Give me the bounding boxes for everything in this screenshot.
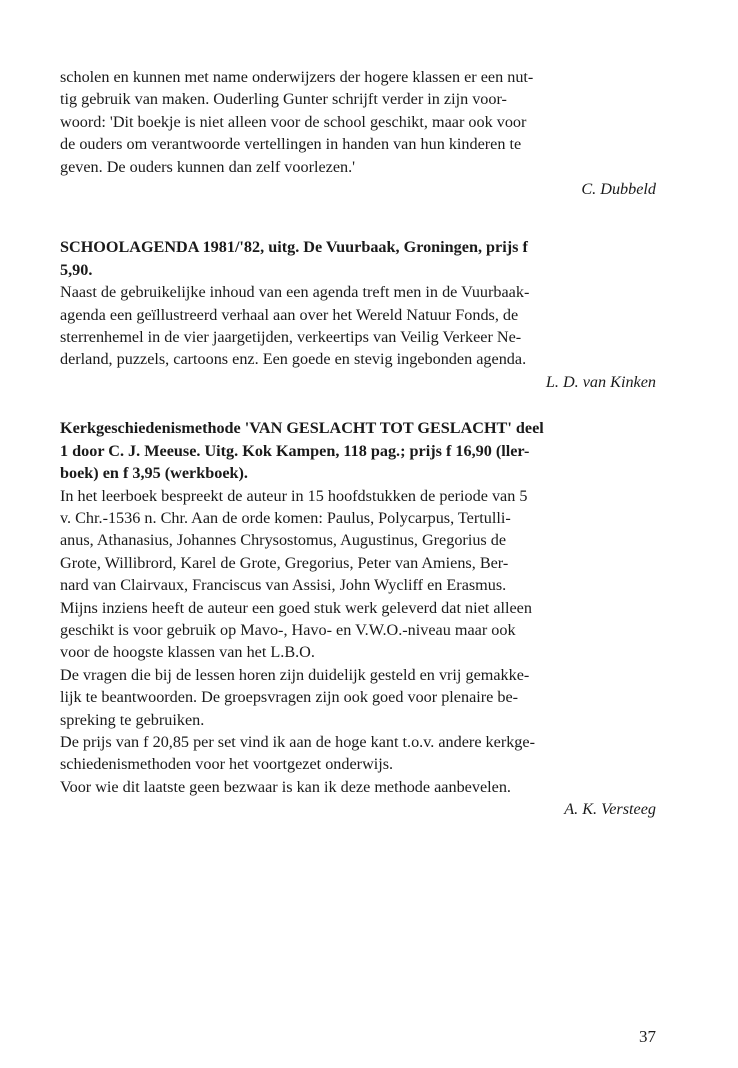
text-line: v. Chr.-1536 n. Chr. Aan de orde komen: Paulus, Polycarpus, Tertulli- bbox=[60, 508, 511, 527]
review-heading-line: 1 door C. J. Meeuse. Uitg. Kok Kampen, 118 pag.; prijs f 16,90 (ller- bbox=[60, 441, 530, 460]
text-line: Grote, Willibrord, Karel de Grote, Gregorius, Peter van Amiens, Ber- bbox=[60, 553, 509, 572]
text-line: Voor wie dit laatste geen bezwaar is kan ik deze methode aanbevelen. bbox=[60, 777, 511, 796]
text-line: de ouders om verantwoorde vertellingen in handen van hun kinderen te bbox=[60, 135, 522, 154]
text-line: voor de hoogste klassen van het L.B.O. bbox=[60, 643, 315, 662]
text-line: De vragen die bij de lessen horen zijn duidelijk gesteld en vrij gemakke- bbox=[60, 665, 530, 684]
review-heading-line: 5,90. bbox=[60, 260, 93, 279]
text-line: tig gebruik van maken. Ouderling Gunter schrijft verder in zijn voor- bbox=[60, 90, 507, 109]
text-line: De prijs van f 20,85 per set vind ik aan de hoge kant t.o.v. andere kerkge- bbox=[60, 732, 535, 751]
text-line: spreking te gebruiken. bbox=[60, 710, 205, 729]
text-line: anus, Athanasius, Johannes Chrysostomus, Augustinus, Gregorius de bbox=[60, 531, 507, 550]
text-line: derland, puzzels, cartoons enz. Een goede en stevig ingebonden agenda. bbox=[60, 350, 527, 369]
intro-section bbox=[60, 66, 656, 200]
page-number: 37 bbox=[639, 1027, 656, 1046]
text-line: geschikt is voor gebruik op Mavo-, Havo- en V.W.O.-niveau maar ook bbox=[60, 620, 516, 639]
review-schoolagenda bbox=[60, 236, 656, 393]
text-line: lijk te beantwoorden. De groepsvragen zijn ook goed voor plenaire be- bbox=[60, 688, 519, 707]
text-line: geven. De ouders kunnen dan zelf voorlezen.' bbox=[60, 157, 356, 176]
text-line: In het leerboek bespreekt de auteur in 15 hoofdstukken de periode van 5 bbox=[60, 486, 528, 505]
text-line: scholen en kunnen met name onderwijzers der hogere klassen er een nut- bbox=[60, 68, 534, 86]
text-line: Mijns inziens heeft de auteur een goed stuk werk geleverd dat niet alleen bbox=[60, 598, 532, 617]
text-line: agenda een geïllustreerd verhaal aan over het Wereld Natuur Fonds, de bbox=[60, 305, 519, 324]
text-line: woord: 'Dit boekje is niet alleen voor de school geschikt, maar ook voor bbox=[60, 112, 527, 131]
review-heading-line: boek) en f 3,95 (werkboek). bbox=[60, 464, 248, 483]
reviewer-signature: A. K. Versteeg bbox=[564, 800, 656, 819]
reviewer-signature: L. D. van Kinken bbox=[545, 372, 656, 391]
reviewer-signature: C. Dubbeld bbox=[581, 180, 656, 199]
text-line: nard van Clairvaux, Franciscus van Assisi, John Wycliff en Erasmus. bbox=[60, 576, 507, 595]
text-line: Naast de gebruikelijke inhoud van een agenda treft men in de Vuurbaak- bbox=[60, 283, 530, 302]
review-heading-line: SCHOOLAGENDA 1981/'82, uitg. De Vuurbaak, Groningen, prijs f bbox=[60, 238, 528, 257]
review-heading-line: Kerkgeschiedenismethode 'VAN GESLACHT TOT GESLACHT' deel bbox=[60, 419, 544, 438]
review-kerkgeschiedenismethode bbox=[60, 417, 656, 820]
text-line: sterrenhemel in de vier jaargetijden, verkeertips van Veilig Verkeer Ne- bbox=[60, 328, 522, 347]
text-line: schiedenismethoden voor het voortgezet onderwijs. bbox=[60, 755, 394, 774]
page-content bbox=[60, 66, 656, 821]
